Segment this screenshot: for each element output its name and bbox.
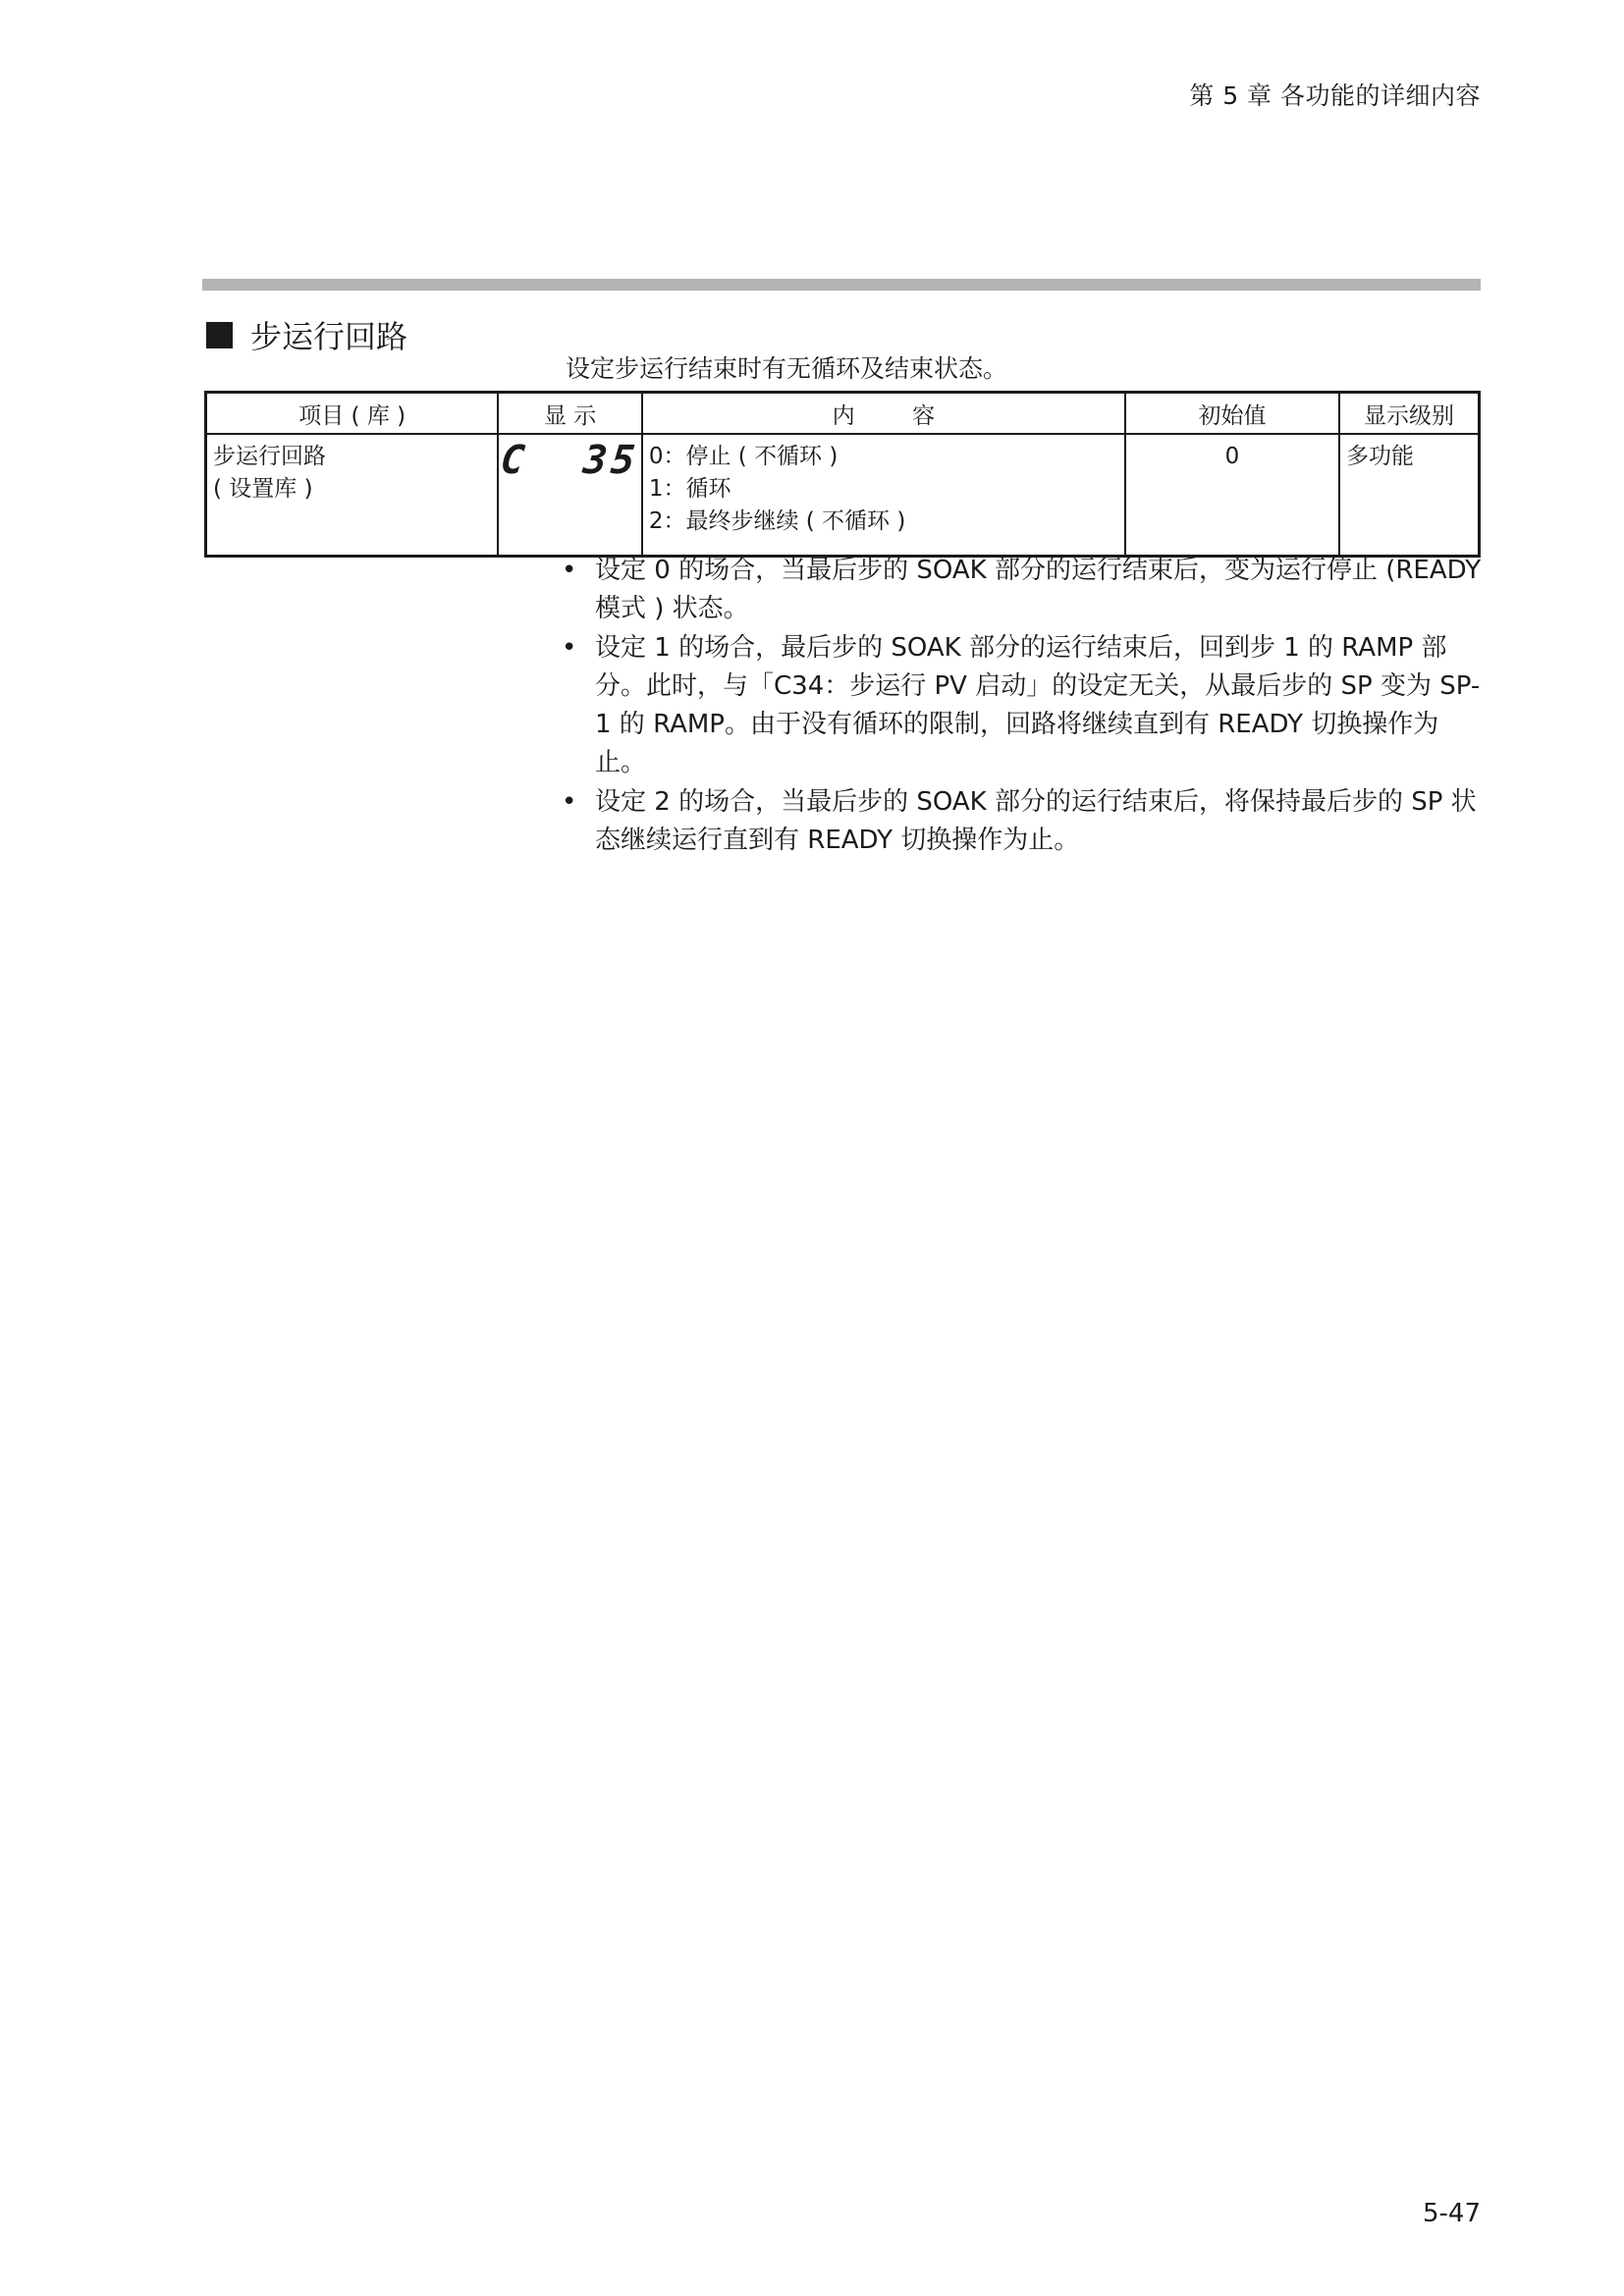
header-display: 显 示: [498, 393, 641, 435]
content-option-0: 0：停止 ( 不循环 ): [648, 444, 839, 469]
note-text: 设定 1 的场合，最后步的 SOAK 部分的运行结束后，回到步 1 的 RAMP 部分。此时，与「C34：步运行 PV 启动」的设定无关，从最后步的 SP 变为 SP-1 的 RAMP。由于没有循环的限制，回路将继续直到有 READY 切换操作为止。: [595, 633, 1481, 777]
black-square-icon: [206, 322, 233, 348]
header-content: 内 容: [642, 393, 1125, 435]
cell-display: [498, 434, 641, 557]
section-title: [206, 312, 407, 357]
cell-content: [642, 434, 1125, 557]
table-header-row: [206, 393, 1480, 435]
list-item: [560, 552, 1483, 628]
chapter-header: 第 5 章 各功能的详细内容: [1189, 81, 1481, 110]
content-option-1: 1：循环: [648, 476, 731, 502]
section-title-text: 步运行回路: [250, 318, 408, 355]
note-text: 设定 0 的场合，当最后步的 SOAK 部分的运行结束后，变为运行停止 (READY 模式 ) 状态。: [595, 556, 1482, 623]
cell-item: [206, 434, 499, 557]
content-option-2: 2：最终步继续 ( 不循环 ): [648, 508, 906, 534]
list-item: [560, 629, 1483, 782]
page-number: 5-47: [1422, 2199, 1481, 2228]
bullet: •: [562, 787, 577, 817]
notes-list: [560, 552, 1483, 861]
list-item: [560, 783, 1483, 860]
section-divider: [202, 279, 1481, 291]
bullet: •: [562, 633, 577, 663]
header-initial: 初始值: [1125, 393, 1339, 435]
item-bank: ( 设置库 ): [213, 476, 313, 502]
header-level: 显示级别: [1339, 393, 1479, 435]
note-text: 设定 2 的场合，当最后步的 SOAK 部分的运行结束后，将保持最后步的 SP 状态继续运行直到有 READY 切换操作为止。: [595, 787, 1477, 855]
header-item: 项目 ( 库 ): [206, 393, 499, 435]
bullet: •: [562, 556, 577, 585]
table-row: [206, 434, 1480, 557]
parameter-table: [204, 391, 1481, 558]
segment-display-code: C 35: [498, 438, 642, 483]
cell-level: 多功能: [1339, 434, 1479, 557]
cell-initial: 0: [1125, 434, 1339, 557]
item-name: 步运行回路: [213, 444, 326, 469]
section-intro: 设定步运行结束时有无循环及结束状态。: [566, 354, 1008, 383]
